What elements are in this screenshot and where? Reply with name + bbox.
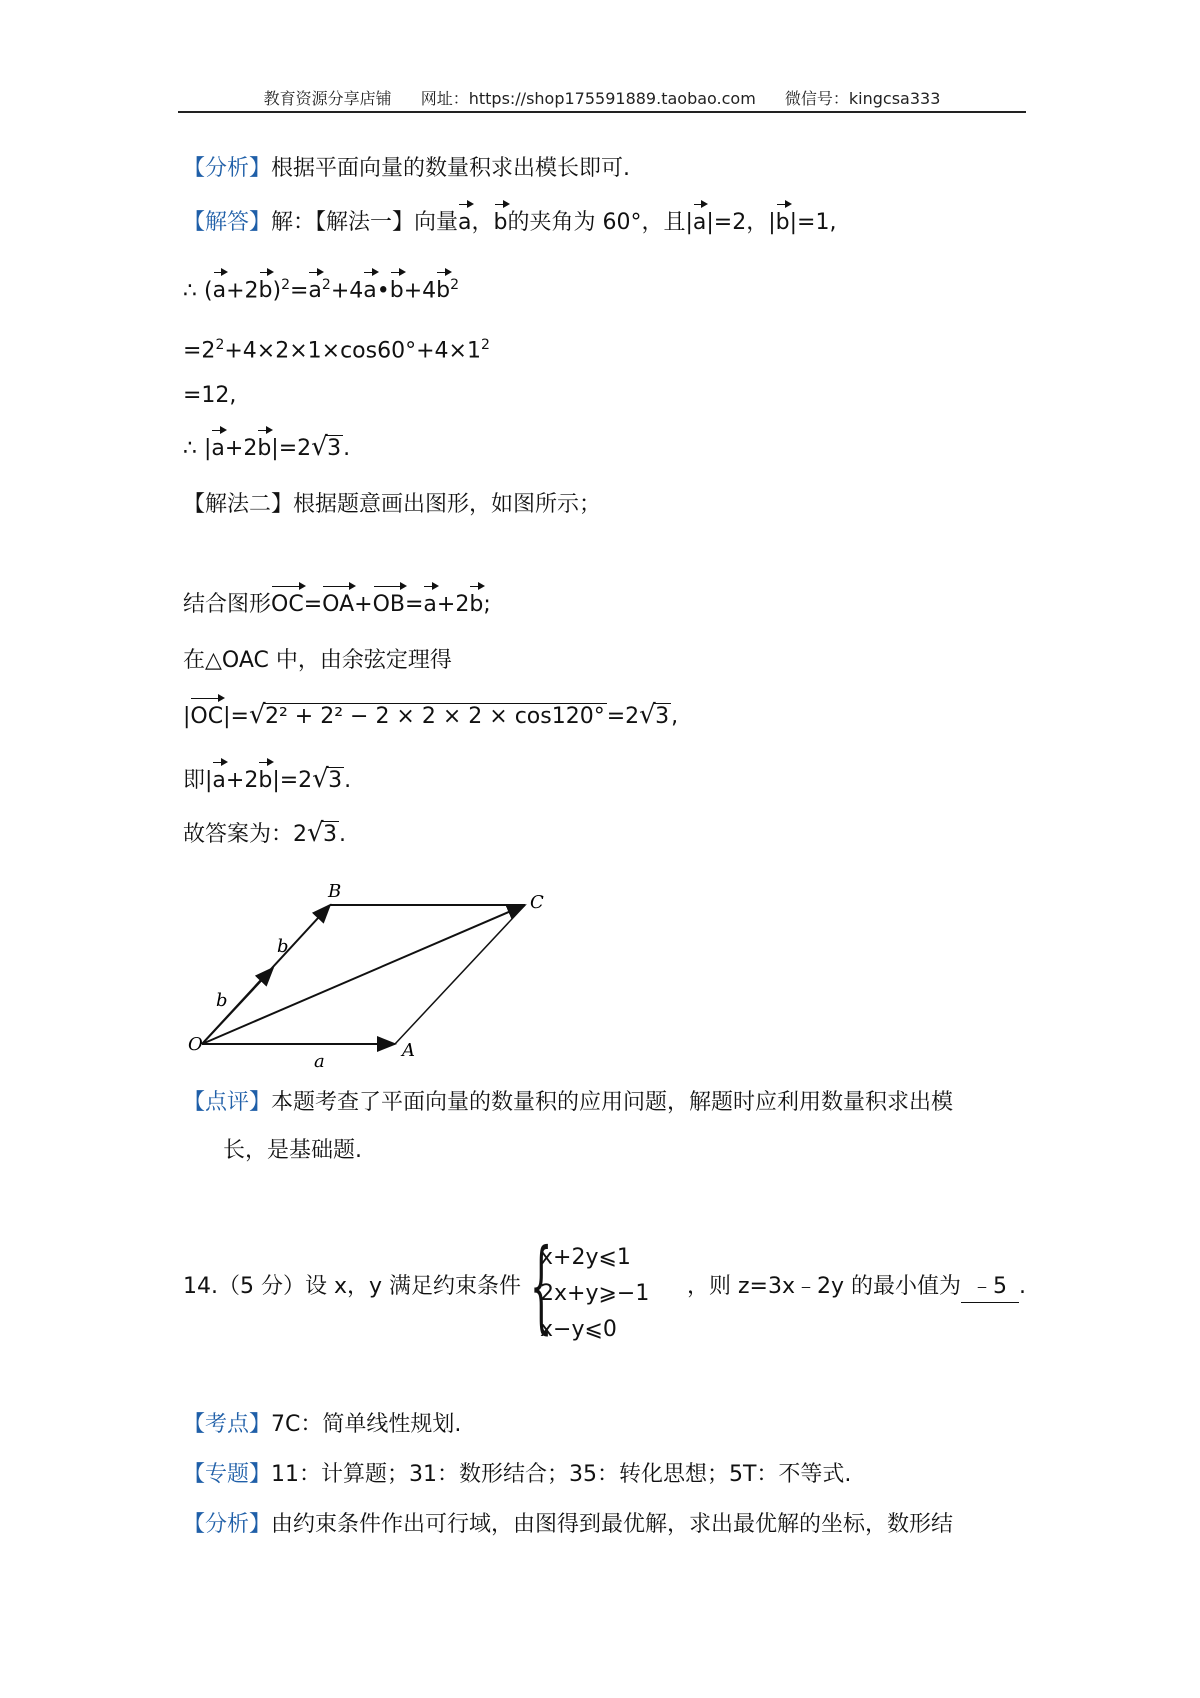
q14-suffix: ，则 z=3x﹣2y 的最小值为: [687, 1274, 962, 1299]
vector-a: a: [211, 434, 224, 464]
comment-text-1: 本题考查了平面向量的数量积的应用问题，解题时应利用数量积求出模: [271, 1090, 954, 1115]
sqrt-radicand: √ 2² + 2² − 2 × 2 × 2 × cos120°: [248, 700, 605, 730]
edge-oc: [202, 905, 525, 1044]
ji-prefix: 即|: [183, 768, 213, 793]
solution-text-3: |=2，|: [706, 210, 776, 235]
vector-a: a: [458, 208, 471, 238]
step1-dot: •: [376, 278, 390, 304]
vector-a: a: [363, 276, 376, 306]
answer-dot: .: [339, 822, 346, 847]
vector-a: a: [212, 766, 225, 796]
label-vec-b-upper: b: [277, 936, 289, 957]
vector-oa: OA: [322, 590, 354, 620]
vector-b: b: [258, 766, 272, 796]
step1-exponent: 2: [450, 277, 460, 293]
analysis-line: [183, 154, 630, 184]
vector-oc: OC: [271, 590, 304, 620]
zhuanti-text: 11：计算题；31：数形结合；35：转化思想；5T：不等式.: [271, 1462, 852, 1487]
q14-constraints: [540, 1240, 649, 1348]
comment-line-2: 长，是基础题.: [223, 1138, 362, 1163]
step-square-expansion: [183, 270, 459, 306]
solution-text-1: 解：【解法一】向量: [271, 210, 459, 235]
label-o: O: [188, 1034, 203, 1055]
vector-oc: OC: [190, 702, 223, 732]
vector-b: b: [436, 276, 450, 306]
step-numeric: [183, 330, 490, 366]
step1-equals: =: [289, 278, 309, 304]
page-header: [178, 86, 1026, 109]
header-divider: [178, 111, 1026, 113]
solution-text-2: 的夹角为 60°，且|: [507, 210, 693, 235]
edge-ac: [395, 905, 525, 1044]
vector-b: b: [257, 434, 271, 464]
sqrt-3: √ 3: [312, 764, 343, 794]
analysis-tag: 【分析】: [183, 156, 272, 181]
abs-close: |=: [223, 704, 249, 729]
kaodian-line: [183, 1410, 461, 1440]
step4-prefix: ∴ |: [183, 436, 212, 461]
step4-dot: .: [343, 436, 351, 461]
zhuanti-line: [183, 1460, 851, 1490]
kaodian-text: 7C：简单线性规划.: [271, 1412, 462, 1437]
analysis2-tag: 【分析】: [183, 1512, 272, 1537]
vector-a: a: [213, 276, 226, 306]
step1-exponent: 2: [321, 277, 331, 293]
method2-cosine-law: [183, 702, 678, 732]
sqrt-3: √ 3: [639, 700, 670, 730]
constraint-3: x−y⩽0: [540, 1317, 617, 1342]
vector-b: b: [259, 276, 273, 306]
step1-prefix: ∴ (: [183, 278, 213, 304]
vector-b: b: [494, 208, 508, 238]
step1-close-paren: ): [272, 278, 282, 304]
q14-end: .: [1019, 1274, 1027, 1299]
step4-mid: +2: [224, 436, 258, 461]
vector-a: a: [423, 590, 436, 620]
sqrt-3: √ 3: [307, 818, 337, 848]
combine-plus2: +2: [436, 592, 470, 617]
combine-end: ;: [483, 592, 491, 617]
step2-rest: +4×2×1×cos60°+4×1: [224, 338, 481, 364]
vector-a: a: [693, 208, 706, 238]
step-modulus: [183, 434, 350, 464]
step2-exponent: 2: [215, 337, 225, 353]
label-b-point: B: [328, 881, 342, 902]
wechat-id: 微信号：kingcsa333: [784, 89, 941, 108]
q14-answer-blank: ﹣5: [961, 1272, 1019, 1303]
edge-half-b: [202, 968, 273, 1044]
sqrt-3: √ 3: [311, 432, 342, 462]
solution-tag: 【解答】: [183, 210, 272, 235]
abs-open: |: [183, 704, 191, 729]
solution-line: [183, 208, 836, 238]
answer-prefix: 故答案为：2: [183, 822, 307, 847]
vector-a: a: [308, 276, 321, 306]
comment-tag: 【点评】: [183, 1090, 272, 1115]
method2-answer: [183, 820, 346, 850]
combine-prefix: 结合图形: [183, 592, 272, 617]
step1-exponent: 2: [281, 277, 290, 293]
step1-plus4b: +4: [403, 278, 437, 304]
method2-title: 【解法二】根据题意画出图形，如图所示；: [183, 492, 602, 517]
ji-dot: .: [344, 768, 352, 793]
analysis2-line: [183, 1510, 953, 1540]
comment-line-1: [183, 1088, 953, 1118]
q14-prefix: 14.（5 分）设 x，y 满足约束条件: [183, 1274, 522, 1299]
shop-url[interactable]: 网址：https://shop175591889.taobao.com: [420, 89, 756, 108]
ji-mid: +2: [225, 768, 259, 793]
vector-b: b: [469, 590, 483, 620]
method2-triangle: 在△OAC 中，由余弦定理得: [183, 648, 452, 673]
oc-result: =2: [606, 704, 640, 729]
step-result-12: =12,: [183, 383, 237, 408]
analysis2-text: 由约束条件作出可行域，由图得到最优解，求出最优解的坐标，数形结: [271, 1512, 954, 1537]
constraint-2: 2x+y⩾−1: [540, 1281, 650, 1306]
kaodian-tag: 【考点】: [183, 1412, 272, 1437]
vector-b: b: [390, 276, 404, 306]
method2-combine: 结合图形OC=OA+OB=a+2b;: [183, 590, 491, 620]
vector-b: b: [776, 208, 790, 238]
label-a: A: [402, 1040, 415, 1061]
q14-constraint-brace: {: [530, 1227, 553, 1344]
parallelogram-figure: [180, 870, 560, 1070]
analysis-text: 根据平面向量的数量积求出模长即可.: [271, 156, 631, 181]
step1-mid: +2: [226, 278, 259, 304]
step1-plus4: +4: [330, 278, 364, 304]
step4-end: |=2: [271, 436, 312, 461]
step2-exponent2: 2: [480, 337, 490, 353]
step2-start: =2: [183, 338, 216, 364]
ji-end: |=2: [272, 768, 313, 793]
oc-result-end: ,: [671, 704, 679, 729]
solution-text-4: |=1,: [789, 210, 837, 235]
solution-comma: ，: [471, 210, 494, 235]
constraint-1: x+2y⩽1: [540, 1245, 631, 1270]
label-c: C: [530, 892, 544, 913]
vector-ob: OB: [373, 590, 405, 620]
label-vec-b-lower: b: [216, 990, 228, 1011]
method2-ji: [183, 766, 351, 796]
label-vec-a: a: [314, 1051, 325, 1070]
zhuanti-tag: 【专题】: [183, 1462, 272, 1487]
shop-name: 教育资源分享店铺: [263, 89, 392, 108]
